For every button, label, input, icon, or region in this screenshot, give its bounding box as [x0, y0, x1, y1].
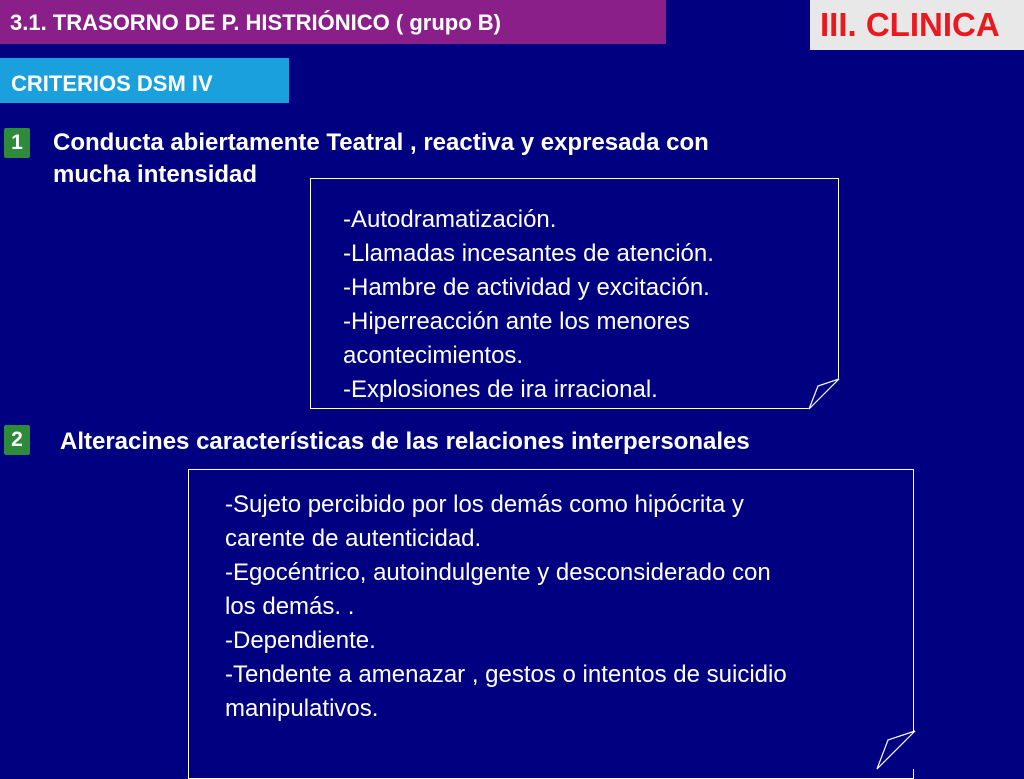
- criterion-1-note: [310, 178, 839, 409]
- note-line: -Sujeto percibido por los demás como hipócrita y: [225, 491, 744, 518]
- heading-line: Alteracines características de las relaciones interpersonales: [60, 428, 750, 455]
- note-line: manipulativos.: [225, 695, 379, 722]
- note-line: acontecimientos.: [343, 342, 524, 369]
- note-line: -Llamadas incesantes de atención.: [343, 240, 714, 267]
- note-line: -Dependiente.: [225, 627, 376, 654]
- slide-title: 3.1. TRASORNO DE P. HISTRIÓNICO ( grupo B): [0, 0, 666, 44]
- page-fold-icon: [876, 730, 916, 770]
- criterion-2-number: 2: [4, 425, 30, 455]
- section-label: III. CLINICA: [810, 0, 1024, 50]
- note-line: -Autodramatización.: [343, 206, 557, 233]
- criterion-1-number: 1: [4, 128, 30, 158]
- note-line: -Hiperreacción ante los menores: [343, 308, 690, 335]
- page-fold-icon: [808, 378, 840, 410]
- note-line: carente de autenticidad.: [225, 525, 482, 552]
- note-line: -Explosiones de ira irracional.: [343, 376, 658, 403]
- note-line: -Egocéntrico, autoindulgente y desconsiderado con: [225, 559, 771, 586]
- criterion-2-heading: [60, 426, 750, 458]
- heading-line: Conducta abiertamente Teatral , reactiva y expresada con: [53, 129, 709, 156]
- note-line: -Tendente a amenazar , gestos o intentos de suicidio: [225, 661, 787, 688]
- note-line: los demás. .: [225, 593, 355, 620]
- criterion-2-note: [188, 469, 914, 779]
- criteria-label: CRITERIOS DSM IV: [0, 58, 289, 103]
- heading-line: mucha intensidad: [53, 161, 258, 188]
- note-line: -Hambre de actividad y excitación.: [343, 274, 710, 301]
